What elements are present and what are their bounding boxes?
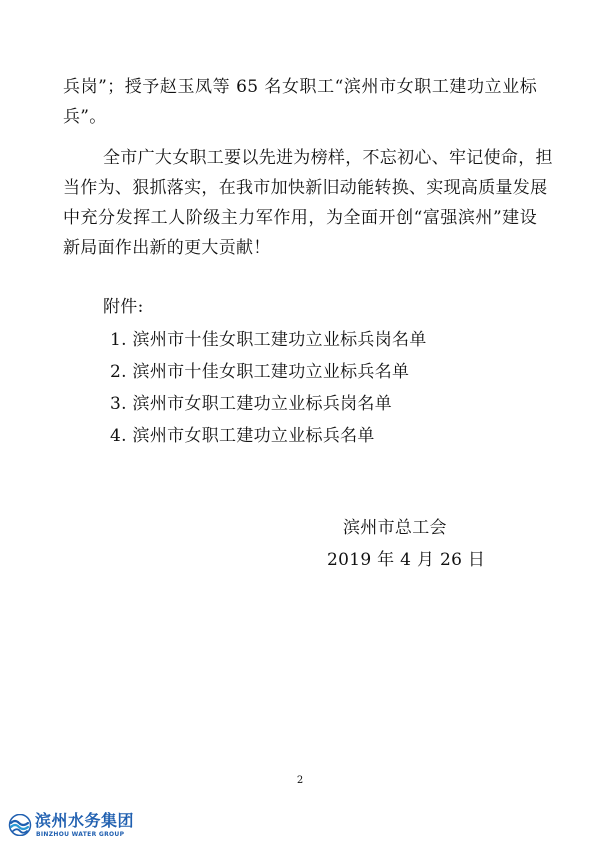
paragraph-2-line-1: 全市广大女职工要以先进为榜样，不忘初心、牢记使命，担 xyxy=(103,148,553,168)
attachment-item-4: 4. 滨州市女职工建功立业标兵名单 xyxy=(110,426,375,446)
signature-organization: 滨州市总工会 xyxy=(343,518,447,538)
logo-subtext: BINZHOU WATER GROUP xyxy=(36,831,125,838)
paragraph-1-line-1: 兵岗”；授予赵玉凤等 65 名女职工“滨州市女职工建功立业标 xyxy=(63,77,537,97)
paragraph-1-line-2: 兵”。 xyxy=(63,107,107,127)
attachment-item-2: 2. 滨州市十佳女职工建功立业标兵名单 xyxy=(110,362,410,382)
paragraph-2-line-3: 中充分发挥工人阶级主力军作用，为全面开创“富强滨州”建设 xyxy=(63,208,537,228)
attachments-heading: 附件: xyxy=(103,297,144,317)
water-wave-icon xyxy=(8,814,32,836)
attachment-item-3: 3. 滨州市女职工建功立业标兵岗名单 xyxy=(110,394,393,414)
signature-date: 2019 年 4 月 26 日 xyxy=(327,550,486,570)
logo-text: 滨州水务集团 xyxy=(35,811,135,830)
attachment-item-1: 1. 滨州市十佳女职工建功立业标兵岗名单 xyxy=(110,330,427,350)
paragraph-2-line-2: 当作为、狠抓落实，在我市加快新旧动能转换、实现高质量发展 xyxy=(63,178,548,198)
page-number: 2 xyxy=(296,775,304,786)
company-logo xyxy=(8,811,168,843)
paragraph-2-line-4: 新局面作出新的更大贡献！ xyxy=(63,238,271,258)
